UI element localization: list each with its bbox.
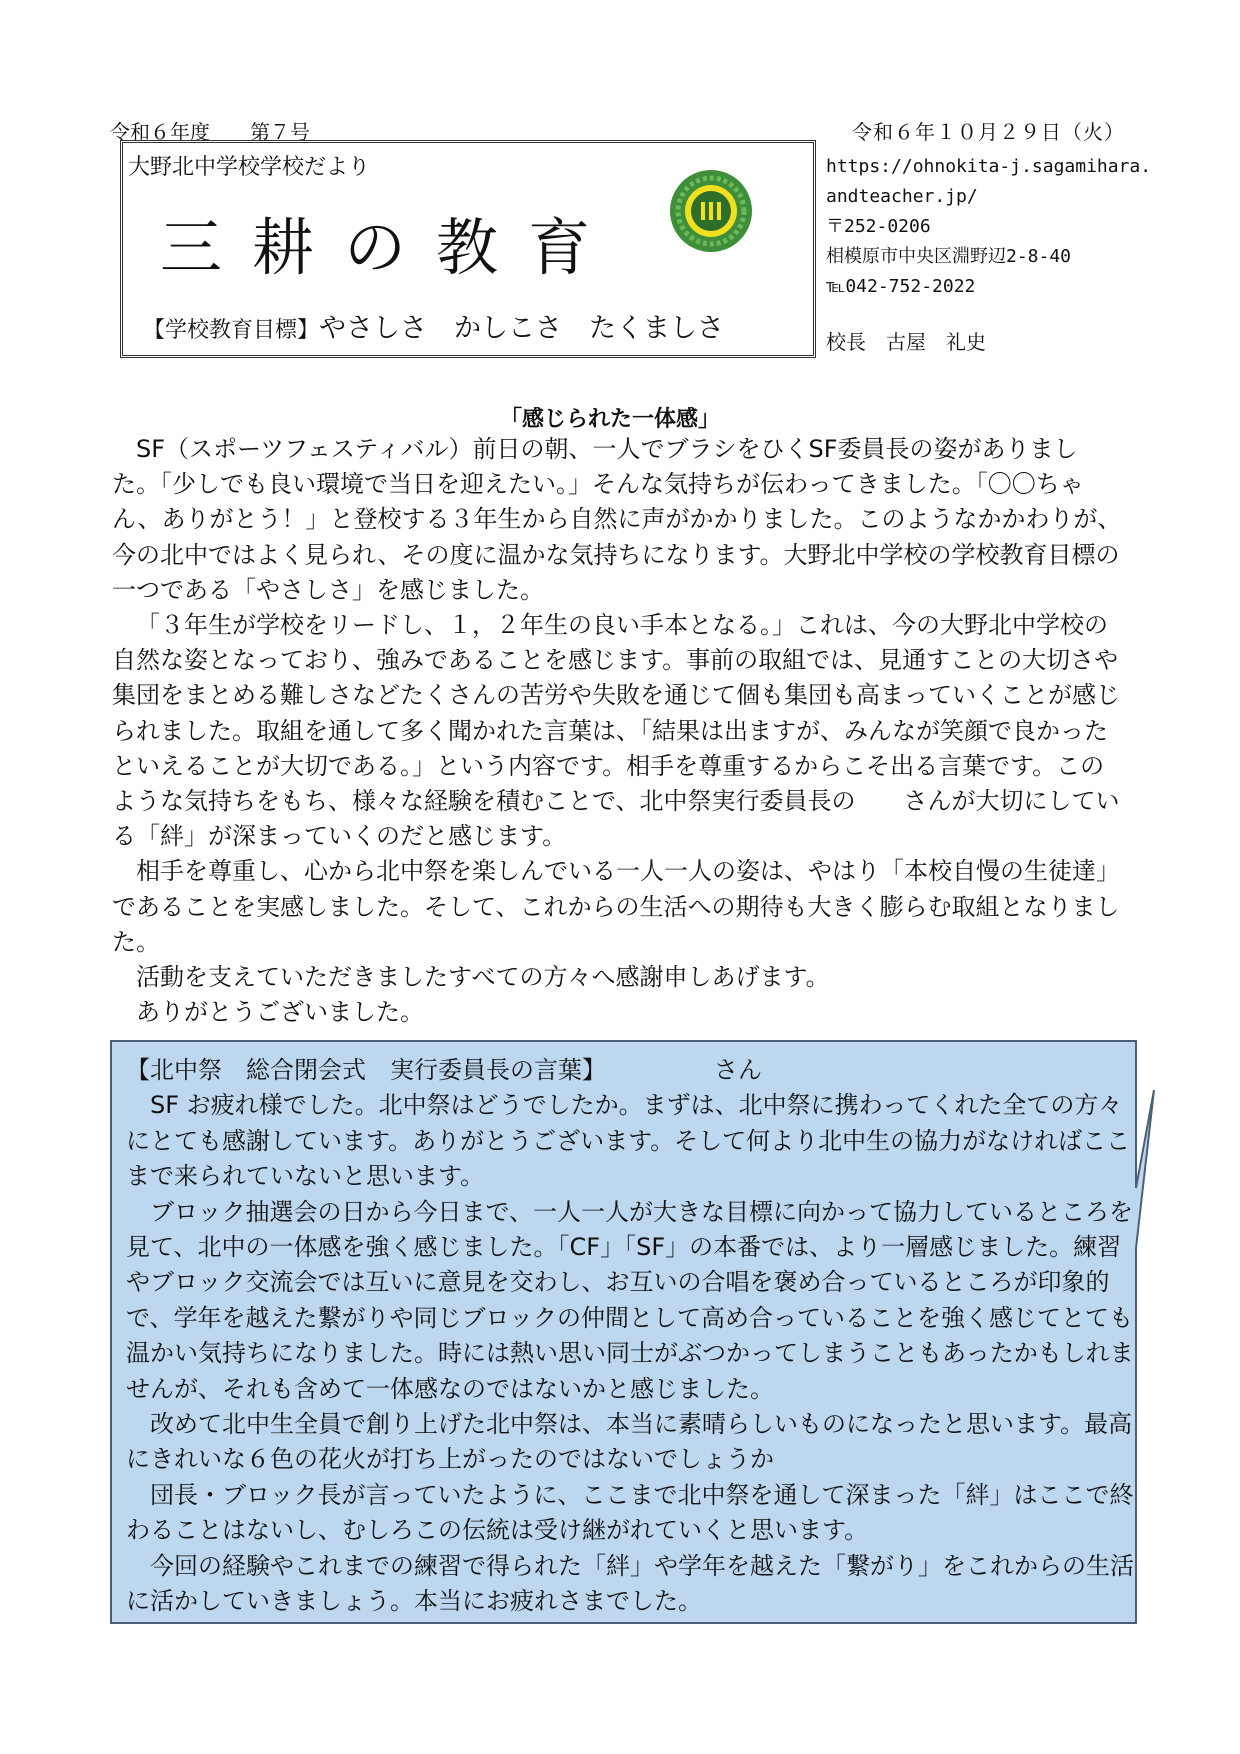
- article-paragraph: ありがとうございました。: [136, 998, 424, 1027]
- school-url-cont[interactable]: andteacher.jp/: [826, 186, 978, 207]
- address: 相模原市中央区淵野辺2-8-40: [826, 246, 1072, 267]
- contact-info: [826, 152, 1151, 302]
- callout-paragraph: SF お疲れ様でした。北中祭はどうでしたか。まずは、北中祭に携わってくれた全ての方々にとても感謝しています。ありがとうございます。そして何より北中生の協力がなければここまで来られていないと思います。: [126, 1091, 1131, 1191]
- goal-label: 【学校教育目標】: [143, 318, 320, 343]
- goal-values: やさしさ かしこさ たくましさ: [319, 313, 725, 344]
- issue-info: 令和６年度 第７号: [110, 120, 310, 144]
- article-paragraph: 活動を支えていただきましたすべての方々へ感謝申しあげます。: [136, 963, 830, 992]
- callout-paragraph: 今回の経験やこれまでの練習で得られた「絆」や学年を越えた「繋がり」をこれからの生活に活かしていきましょう。本当にお疲れさまでした。: [126, 1551, 1134, 1616]
- article-paragraph: 相手を尊重し、心から北中祭を楽しんでいる一人一人の姿は、やはり「本校自慢の生徒達」であることを実感しました。そして、これからの生活への期待も大きく膨らむ取組となりました。: [112, 857, 1120, 956]
- callout-paragraph: ブロック抽選会の日から今日まで、一人一人が大きな目標に向かって協力しているところを見て、北中の一体感を強く感じました。「CF」「SF」の本番では、より一層感じました。練習やブロック交流会では互いに意見を交わし、お互いの合唱を褒め合っているところが印象的で、学年を越えた繋がりや同じブロックの仲間として高め合っていることを強く感じてとても温かい気持ちになりました。時には熱い思い同士がぶつかってしまうこともあったかもしれませんが、それも含めて一体感なのではないかと感じました。: [126, 1197, 1134, 1403]
- school-goal: [143, 306, 724, 345]
- article-paragraph: SF（スポーツフェスティバル）前日の朝、一人でブラシをひくSF委員長の姿がありました。「少しでも良い環境で当日を迎えたい。」そんな気持ちが伝わってきました。「〇〇ちゃん、ありがとう！」と登校する３年生から自然に声がかかりました。このようなかかわりが、今の北中ではよく見られ、その度に温かな気持ちになります。大野北中学校の学校教育目標の一つである「やさしさ」を感じました。: [112, 435, 1122, 604]
- callout-body: [126, 1053, 1136, 1620]
- article-paragraph: 「３年生が学校をリードし、１，２年生の良い手本となる。」これは、今の大野北中学校の自然な姿となっており、強みであることを感じます。事前の取組では、見通すことの大切さや集団をまとめる難しさなどたくさんの苦労や失敗を通じて個も集団も高まっていくことが感じられました。取組を通して多く聞かれた言葉は、「結果は出ますが、みんなが笑顔で良かったといえることが大切である。」という内容です。相手を尊重するからこそ出る言葉です。このような気持ちをもち、様々な経験を積むことで、北中祭実行委員長の さんが大切にしている「絆」が深まっていくのだと感じます。: [112, 611, 1120, 851]
- callout-heading: 【北中祭 総合閉会式 実行委員長の言葉】 さん: [126, 1056, 762, 1084]
- postal-code: 〒252-0206: [826, 216, 931, 237]
- callout-paragraph: 改めて北中生全員で創り上げた北中祭は、本当に素晴らしいものになったと思います。最高にきれいな６色の花火が打ち上がったのではないでしょうか: [126, 1410, 1133, 1474]
- newsletter-name: 大野北中学校学校だより: [128, 155, 371, 180]
- article-title: 「感じられた一体感」: [500, 407, 721, 432]
- school-url[interactable]: https://ohnokita-j.sagamihara.: [826, 156, 1152, 177]
- main-title: 三耕の教育: [160, 211, 621, 284]
- issue-date: 令和６年１０月２９日（火）: [852, 120, 1125, 144]
- callout-paragraph: 団長・ブロック長が言っていたように、ここまで北中祭を通して深まった「絆」はここで終わることはないし、むしろこの伝統は受け継がれていくと思います。: [126, 1480, 1134, 1545]
- principal-name: 校長 古屋 礼史: [826, 330, 986, 354]
- school-emblem-icon: [668, 168, 754, 254]
- phone: ℡042-752-2022: [826, 276, 976, 297]
- article-body: [112, 432, 1122, 1030]
